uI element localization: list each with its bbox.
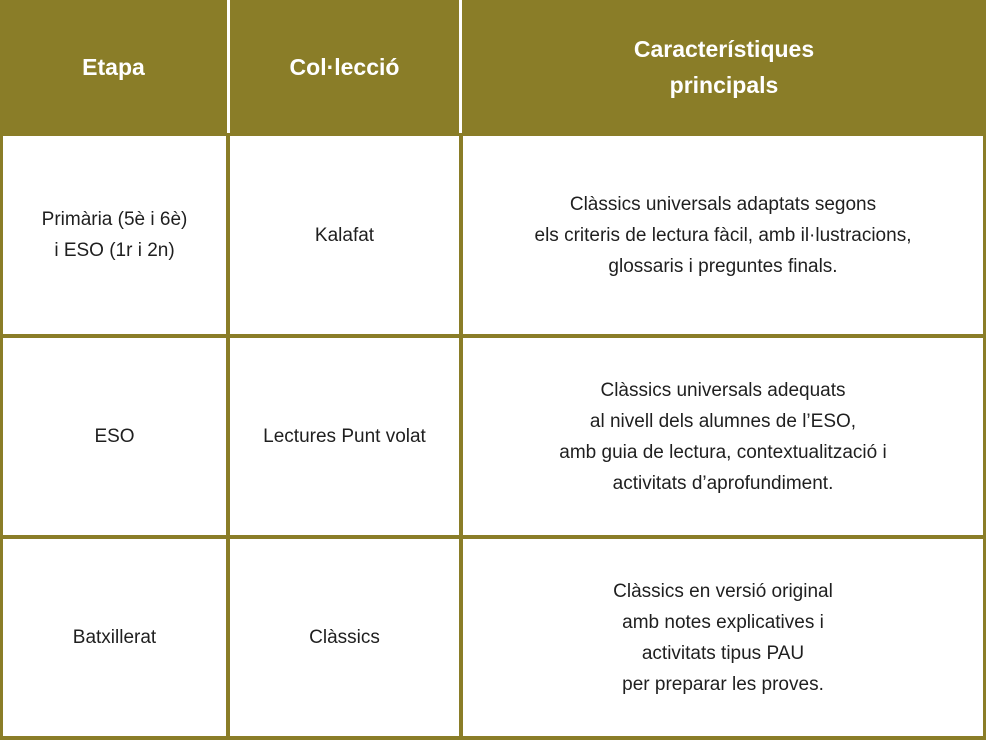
row-3-coleccio-text: Clàssics — [309, 627, 380, 648]
row-3-caracteristiques-line: amb notes explicatives i — [622, 611, 824, 633]
row-1-coleccio — [230, 136, 459, 334]
row-2-caracteristiques-line: al nivell dels alumnes de l’ESO, — [589, 410, 857, 432]
row-2-coleccio-text: Lectures Punt volat — [263, 426, 426, 447]
row-3-coleccio — [230, 539, 459, 736]
row-1-caracteristiques-line: glossaris i preguntes finals. — [608, 255, 838, 277]
row-3-etapa-line: Batxillerat — [72, 627, 157, 648]
row-1-caracteristiques-line: Clàssics universals adaptats segons — [569, 193, 877, 215]
row-2-caracteristiques-line: amb guia de lectura, contextualització i — [559, 441, 887, 463]
row-1-caracteristiques-line: els criteris de lectura fàcil, amb il·lustracions, — [534, 224, 912, 246]
header-etapa-label: Etapa — [82, 53, 145, 80]
row-2-caracteristiques — [463, 338, 983, 535]
row-3-caracteristiques-line: per preparar les proves. — [622, 673, 824, 695]
row-2-caracteristiques-line: Clàssics universals adequats — [600, 379, 846, 401]
row-2-etapa-line: ESO — [94, 426, 135, 447]
header-caracteristiques-label: Característiques principals — [633, 35, 815, 98]
row-2-etapa — [3, 338, 226, 535]
row-3-caracteristiques-line: Clàssics en versió original — [613, 580, 833, 602]
row-2-caracteristiques-line: activitats d’aprofundiment. — [612, 472, 834, 494]
header-etapa — [0, 0, 227, 133]
row-3-caracteristiques — [463, 539, 983, 736]
row-3-etapa — [3, 539, 226, 736]
row-2-coleccio — [230, 338, 459, 535]
row-1-caracteristiques — [463, 136, 983, 334]
row-1-etapa — [3, 136, 226, 334]
header-coleccio-label: Col·lecció — [289, 53, 400, 80]
header-caracteristiques — [462, 0, 986, 133]
row-1-coleccio-text: Kalafat — [314, 224, 375, 246]
row-3-caracteristiques-line: activitats tipus PAU — [641, 642, 805, 664]
header-coleccio — [230, 0, 459, 133]
row-1-etapa-line: i ESO (1r i 2n) — [54, 240, 175, 261]
row-1-etapa-line: Primària (5è i 6è) — [41, 209, 188, 230]
